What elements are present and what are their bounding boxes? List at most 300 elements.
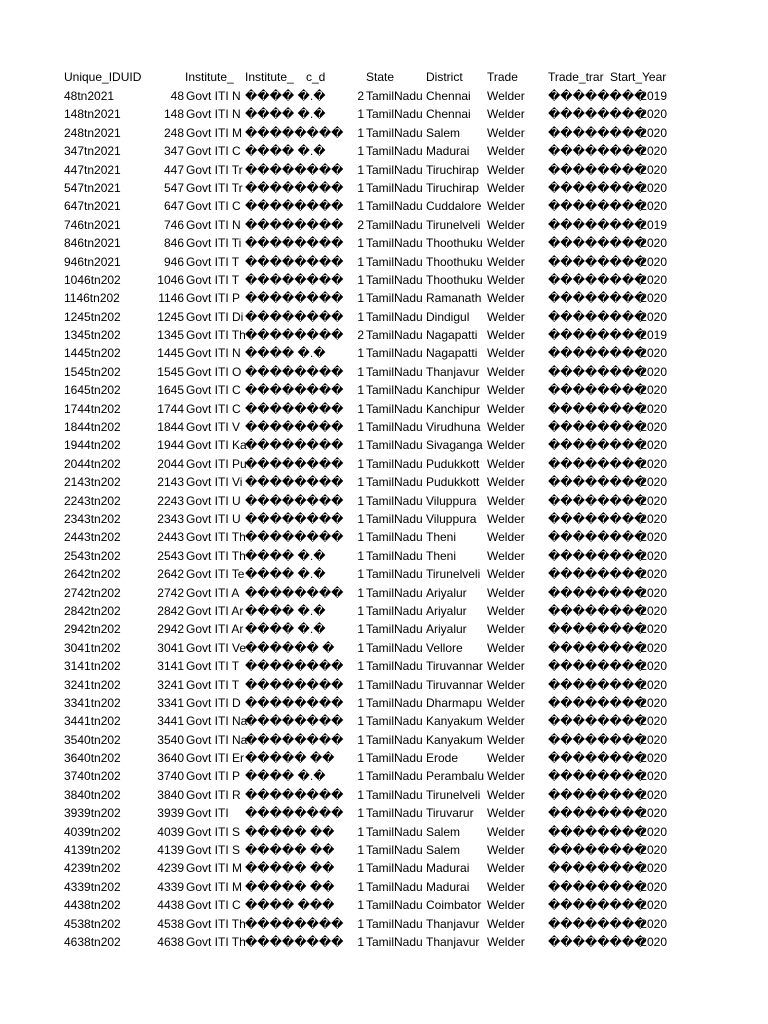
cell-state: TamilNadu (366, 199, 423, 214)
cell-state: TamilNadu (366, 916, 423, 931)
cell-trade-translated: �������� (548, 843, 647, 858)
cell-institute-number: 1744 (157, 401, 184, 416)
cell-start-year: 2020 (640, 346, 667, 361)
cell-trade-translated: �������� (548, 180, 647, 195)
cell-trade-translated: �������� (548, 291, 647, 306)
cell-district: Theni (426, 530, 457, 545)
cell-unique-id: 1146tn202 (64, 291, 120, 306)
cell-unique-id: 2842tn202 (64, 603, 121, 618)
cell-trade: Welder (487, 162, 525, 177)
cell-unique-id: 3441tn202 (64, 714, 121, 729)
cell-institute-en: Govt ITI C (186, 401, 241, 416)
cell-institute-ta: ���� �.� (245, 107, 326, 122)
cell-state: TamilNadu (366, 291, 423, 306)
cell-state: TamilNadu (366, 162, 423, 177)
cell-unique-id: 1345tn202 (64, 328, 121, 343)
cell-start-year: 2020 (640, 291, 667, 306)
cell-institute-number: 3241 (157, 677, 184, 692)
cell-state: TamilNadu (366, 622, 423, 637)
cell-trade: Welder (487, 677, 525, 692)
cell-institute-ta: �������� (245, 456, 344, 471)
cell-institute-en: Govt ITI T (186, 254, 240, 269)
cell-trade: Welder (487, 934, 525, 949)
cell-state: TamilNadu (366, 254, 423, 269)
cell-unique-id: 4538tn202 (64, 916, 121, 931)
cell-start-year: 2020 (640, 493, 667, 508)
cell-institute-number: 3041 (157, 640, 184, 655)
cell-institute-ta: ���� �.� (245, 567, 326, 582)
cell-unique-id: 2443tn202 (64, 530, 121, 545)
cell-state: TamilNadu (366, 603, 423, 618)
table-row (0, 620, 768, 638)
table-row (0, 547, 768, 565)
cell-institute-ta: ���� �.� (245, 622, 326, 637)
cell-trade-translated: �������� (548, 548, 647, 563)
cell-trade: Welder (487, 346, 525, 361)
cell-institute-ta: ���� �.� (245, 346, 326, 361)
cell-unique-id: 2942tn202 (64, 622, 121, 637)
cell-trade-translated: �������� (548, 861, 647, 876)
cell-state: TamilNadu (366, 420, 423, 435)
cell-state: TamilNadu (366, 180, 423, 195)
cell-c-d: 1 (357, 272, 364, 287)
cell-institute-ta: �������� (245, 438, 344, 453)
cell-institute-number: 1345 (157, 328, 184, 343)
cell-institute-number: 2143 (157, 475, 184, 490)
cell-c-d: 1 (357, 843, 364, 858)
cell-institute-ta: �������� (245, 475, 344, 490)
cell-district: Cuddalore (426, 199, 482, 214)
cell-institute-ta: �������� (245, 511, 344, 526)
cell-state: TamilNadu (366, 328, 423, 343)
cell-state: TamilNadu (366, 806, 423, 821)
cell-district: Kanchipur (426, 383, 481, 398)
cell-institute-ta: �������� (245, 199, 344, 214)
cell-institute-number: 4039 (157, 824, 184, 839)
table-row (0, 216, 768, 234)
cell-state: TamilNadu (366, 640, 423, 655)
cell-institute-ta: �������� (245, 162, 344, 177)
cell-institute-number: 2842 (157, 603, 184, 618)
cell-c-d: 1 (357, 898, 364, 913)
cell-state: TamilNadu (366, 567, 423, 582)
cell-institute-number: 3341 (157, 695, 184, 710)
cell-institute-number: 547 (163, 180, 184, 195)
cell-district: Salem (426, 843, 461, 858)
cell-district: Theni (426, 548, 457, 563)
cell-trade-translated: �������� (548, 383, 647, 398)
cell-institute-en: Govt ITI O (186, 364, 242, 379)
cell-unique-id: 3939tn202 (64, 806, 121, 821)
cell-state: TamilNadu (366, 695, 423, 710)
cell-c-d: 1 (357, 346, 364, 361)
cell-district: Madurai (426, 861, 470, 876)
cell-unique-id: 3241tn202 (64, 677, 121, 692)
cell-c-d: 1 (357, 695, 364, 710)
cell-institute-number: 946 (163, 254, 184, 269)
cell-trade: Welder (487, 144, 525, 159)
cell-institute-number: 3740 (157, 769, 184, 784)
cell-institute-en: Govt ITI C (186, 383, 241, 398)
cell-c-d: 1 (357, 291, 364, 306)
cell-c-d: 1 (357, 806, 364, 821)
cell-trade: Welder (487, 567, 525, 582)
cell-state: TamilNadu (366, 861, 423, 876)
cell-trade-translated: �������� (548, 456, 647, 471)
cell-district: Tirunelveli (426, 787, 481, 802)
cell-trade-translated: �������� (548, 217, 647, 232)
cell-start-year: 2020 (640, 934, 667, 949)
cell-c-d: 1 (357, 420, 364, 435)
cell-institute-en: Govt ITI M (186, 879, 243, 894)
cell-start-year: 2020 (640, 364, 667, 379)
cell-district: Tiruvarur (426, 806, 474, 821)
cell-district: Tiruvannar (426, 677, 483, 692)
cell-district: Madurai (426, 879, 470, 894)
cell-unique-id: 4438tn202 (64, 898, 121, 913)
cell-state: TamilNadu (366, 346, 423, 361)
cell-institute-number: 2543 (157, 548, 184, 563)
cell-institute-en: Govt ITI D (186, 695, 241, 710)
cell-institute-en: Govt ITI T (186, 659, 240, 674)
cell-start-year: 2020 (640, 824, 667, 839)
cell-institute-ta: �������� (245, 125, 344, 140)
cell-trade: Welder (487, 364, 525, 379)
cell-district: Ariyalur (426, 603, 467, 618)
table-row (0, 823, 768, 841)
cell-trade-translated: �������� (548, 328, 647, 343)
cell-unique-id: 48tn2021 (64, 89, 115, 103)
cell-institute-en: Govt ITI N (186, 107, 241, 122)
cell-start-year: 2020 (640, 475, 667, 490)
table-row (0, 381, 768, 399)
cell-unique-id: 4139tn202 (64, 843, 121, 858)
cell-institute-en: Govt ITI U (186, 511, 241, 526)
cell-institute-number: 148 (163, 107, 184, 122)
cell-c-d: 1 (357, 236, 364, 251)
cell-institute-en: Govt ITI Th (186, 934, 246, 949)
cell-institute-ta: �������� (245, 254, 344, 269)
cell-unique-id: 746tn2021 (64, 217, 121, 232)
cell-trade: Welder (487, 640, 525, 655)
cell-district: Chennai (426, 107, 471, 122)
cell-state: TamilNadu (366, 843, 423, 858)
cell-start-year: 2020 (640, 162, 667, 177)
cell-state: TamilNadu (366, 475, 423, 490)
cell-institute-number: 1445 (157, 346, 184, 361)
cell-start-year: 2020 (640, 769, 667, 784)
cell-trade: Welder (487, 548, 525, 563)
cell-institute-en: Govt ITI M (186, 125, 243, 140)
cell-trade-translated: �������� (548, 751, 647, 766)
cell-state: TamilNadu (366, 401, 423, 416)
cell-c-d: 1 (357, 438, 364, 453)
header-state: State (366, 70, 395, 84)
cell-start-year: 2020 (640, 898, 667, 913)
cell-institute-en: Govt ITI T (186, 677, 240, 692)
table-row (0, 786, 768, 804)
cell-institute-en: Govt ITI Er (186, 751, 245, 766)
cell-c-d: 1 (357, 567, 364, 582)
cell-trade-translated: �������� (548, 806, 647, 821)
cell-institute-number: 3640 (157, 751, 184, 766)
cell-c-d: 1 (357, 824, 364, 839)
cell-trade: Welder (487, 659, 525, 674)
cell-district: Tiruchirap (426, 180, 479, 195)
cell-c-d: 2 (357, 328, 364, 343)
cell-c-d: 1 (357, 493, 364, 508)
cell-institute-en: Govt ITI M (186, 861, 243, 876)
table-row (0, 933, 768, 951)
cell-state: TamilNadu (366, 383, 423, 398)
cell-trade-translated: �������� (548, 659, 647, 674)
cell-institute-number: 248 (163, 125, 184, 140)
cell-unique-id: 1545tn202 (64, 364, 121, 379)
cell-institute-en: Govt ITI A (186, 585, 240, 600)
cell-unique-id: 547tn2021 (64, 180, 121, 195)
cell-institute-number: 2443 (157, 530, 184, 545)
cell-c-d: 1 (357, 511, 364, 526)
cell-institute-en: Govt ITI V (186, 420, 241, 435)
table-row (0, 767, 768, 785)
cell-trade: Welder (487, 861, 525, 876)
cell-c-d: 1 (357, 254, 364, 269)
table-row (0, 142, 768, 160)
cell-institute-ta: �������� (245, 916, 344, 931)
cell-c-d: 1 (357, 401, 364, 416)
cell-state: TamilNadu (366, 787, 423, 802)
cell-institute-ta: �������� (245, 732, 344, 747)
cell-trade: Welder (487, 254, 525, 269)
cell-state: TamilNadu (366, 659, 423, 674)
cell-institute-ta: �������� (245, 714, 344, 729)
cell-institute-ta: �������� (245, 695, 344, 710)
cell-district: Viluppura (426, 493, 477, 508)
table-row (0, 455, 768, 473)
cell-unique-id: 2243tn202 (64, 493, 121, 508)
cell-c-d: 1 (357, 677, 364, 692)
cell-state: TamilNadu (366, 364, 423, 379)
cell-unique-id: 4638tn202 (64, 934, 121, 949)
cell-trade-translated: �������� (548, 493, 647, 508)
cell-district: Salem (426, 824, 461, 839)
cell-district: Tirunelveli (426, 217, 481, 232)
cell-state: TamilNadu (366, 438, 423, 453)
cell-institute-en: Govt ITI Ka (186, 438, 247, 453)
cell-trade: Welder (487, 511, 525, 526)
cell-unique-id: 1046tn202 (64, 272, 121, 287)
cell-c-d: 1 (357, 714, 364, 729)
header-district: District (426, 70, 463, 84)
cell-trade-translated: �������� (548, 677, 647, 692)
cell-unique-id: 148tn2021 (64, 107, 121, 122)
cell-start-year: 2020 (640, 677, 667, 692)
cell-institute-en: Govt ITI U (186, 493, 241, 508)
cell-institute-ta: �������� (245, 934, 344, 949)
cell-institute-ta: �������� (245, 677, 344, 692)
cell-institute-en: Govt ITI Ar (186, 622, 244, 637)
cell-start-year: 2020 (640, 530, 667, 545)
cell-c-d: 1 (357, 916, 364, 931)
cell-start-year: 2020 (640, 603, 667, 618)
cell-start-year: 2020 (640, 456, 667, 471)
cell-institute-ta: ���� �.� (245, 603, 326, 618)
cell-institute-number: 2742 (157, 585, 184, 600)
cell-trade: Welder (487, 272, 525, 287)
cell-district: Thanjavur (426, 364, 480, 379)
table-row (0, 804, 768, 822)
cell-trade-translated: �������� (548, 732, 647, 747)
cell-institute-ta: �������� (245, 309, 344, 324)
table-row (0, 418, 768, 436)
cell-state: TamilNadu (366, 879, 423, 894)
cell-district: Dindigul (426, 309, 470, 324)
table-row (0, 87, 768, 105)
cell-unique-id: 3041tn202 (64, 640, 121, 655)
cell-state: TamilNadu (366, 732, 423, 747)
cell-institute-en: Govt ITI C (186, 898, 241, 913)
header-trade-translated: Trade_trar (548, 70, 604, 84)
cell-start-year: 2020 (640, 180, 667, 195)
table-row (0, 731, 768, 749)
cell-institute-ta: �������� (245, 236, 344, 251)
cell-institute-ta: ����� �� (245, 824, 335, 839)
cell-institute-number: 846 (163, 236, 184, 251)
cell-institute-ta: �������� (245, 787, 344, 802)
table-row (0, 749, 768, 767)
cell-institute-en: Govt ITI Tr (186, 162, 243, 177)
cell-start-year: 2019 (640, 89, 667, 103)
cell-institute-ta: ������ � (245, 640, 335, 655)
cell-trade-translated: �������� (548, 640, 647, 655)
cell-district: Pudukkott (426, 456, 480, 471)
cell-c-d: 1 (357, 144, 364, 159)
cell-institute-number: 4438 (157, 898, 184, 913)
table-row (0, 289, 768, 307)
cell-trade-translated: �������� (548, 420, 647, 435)
cell-c-d: 1 (357, 659, 364, 674)
cell-state: TamilNadu (366, 585, 423, 600)
table-row (0, 841, 768, 859)
cell-c-d: 1 (357, 456, 364, 471)
cell-institute-number: 3939 (157, 806, 184, 821)
cell-institute-ta: �������� (245, 585, 344, 600)
cell-district: Thoothuku (426, 254, 483, 269)
cell-trade: Welder (487, 585, 525, 600)
cell-institute-number: 3441 (157, 714, 184, 729)
cell-institute-number: 3141 (157, 659, 184, 674)
cell-institute-number: 1645 (157, 383, 184, 398)
cell-institute-number: 2642 (157, 567, 184, 582)
cell-state: TamilNadu (366, 272, 423, 287)
header-institute-en: Institute_ (185, 70, 234, 84)
cell-c-d: 1 (357, 585, 364, 600)
cell-unique-id: 1245tn202 (64, 309, 121, 324)
cell-trade: Welder (487, 217, 525, 232)
table-row (0, 326, 768, 344)
cell-trade: Welder (487, 806, 525, 821)
cell-institute-en: Govt ITI Tr (186, 180, 243, 195)
cell-trade-translated: �������� (548, 199, 647, 214)
cell-institute-number: 2343 (157, 511, 184, 526)
cell-institute-ta: �������� (245, 383, 344, 398)
cell-district: Erode (426, 751, 459, 766)
cell-trade: Welder (487, 89, 525, 103)
cell-unique-id: 946tn2021 (64, 254, 121, 269)
cell-start-year: 2020 (640, 272, 667, 287)
cell-start-year: 2020 (640, 254, 667, 269)
cell-institute-number: 2044 (157, 456, 184, 471)
table-row (0, 344, 768, 362)
cell-trade: Welder (487, 475, 525, 490)
cell-start-year: 2020 (640, 640, 667, 655)
cell-institute-number: 2243 (157, 493, 184, 508)
cell-trade-translated: �������� (548, 107, 647, 122)
cell-state: TamilNadu (366, 309, 423, 324)
cell-institute-ta: �������� (245, 420, 344, 435)
cell-trade-translated: �������� (548, 934, 647, 949)
cell-trade: Welder (487, 180, 525, 195)
table-row (0, 712, 768, 730)
cell-c-d: 1 (357, 934, 364, 949)
cell-state: TamilNadu (366, 107, 423, 122)
cell-c-d: 1 (357, 530, 364, 545)
cell-state: TamilNadu (366, 89, 423, 103)
cell-start-year: 2020 (640, 567, 667, 582)
cell-start-year: 2020 (640, 107, 667, 122)
cell-trade-translated: �������� (548, 309, 647, 324)
table-row (0, 179, 768, 197)
cell-unique-id: 2343tn202 (64, 511, 121, 526)
cell-start-year: 2020 (640, 199, 667, 214)
cell-trade: Welder (487, 824, 525, 839)
cell-district: Thoothuku (426, 272, 483, 287)
cell-district: Dharmapu (426, 695, 483, 710)
cell-state: TamilNadu (366, 934, 423, 949)
cell-institute-en: Govt ITI N (186, 89, 241, 103)
cell-start-year: 2020 (640, 383, 667, 398)
cell-state: TamilNadu (366, 144, 423, 159)
table-row (0, 510, 768, 528)
cell-institute-en: Govt ITI N (186, 217, 241, 232)
cell-trade: Welder (487, 438, 525, 453)
cell-start-year: 2020 (640, 420, 667, 435)
cell-trade-translated: �������� (548, 603, 647, 618)
cell-trade-translated: �������� (548, 622, 647, 637)
cell-district: Ariyalur (426, 585, 467, 600)
cell-c-d: 2 (357, 89, 364, 103)
cell-institute-ta: �������� (245, 291, 344, 306)
table-row (0, 565, 768, 583)
cell-start-year: 2019 (640, 217, 667, 232)
cell-institute-ta: ����� �� (245, 751, 335, 766)
cell-start-year: 2020 (640, 401, 667, 416)
cell-trade-translated: �������� (548, 511, 647, 526)
table-row (0, 271, 768, 289)
cell-unique-id: 3341tn202 (64, 695, 121, 710)
cell-unique-id: 2543tn202 (64, 548, 121, 563)
cell-institute-number: 1245 (157, 309, 184, 324)
cell-c-d: 1 (357, 548, 364, 563)
table-row (0, 915, 768, 933)
cell-start-year: 2020 (640, 511, 667, 526)
table-row (0, 694, 768, 712)
cell-trade: Welder (487, 493, 525, 508)
cell-unique-id: 4339tn202 (64, 879, 121, 894)
cell-start-year: 2020 (640, 622, 667, 637)
cell-institute-en: Govt ITI Ti (186, 236, 242, 251)
cell-district: Pudukkott (426, 475, 480, 490)
